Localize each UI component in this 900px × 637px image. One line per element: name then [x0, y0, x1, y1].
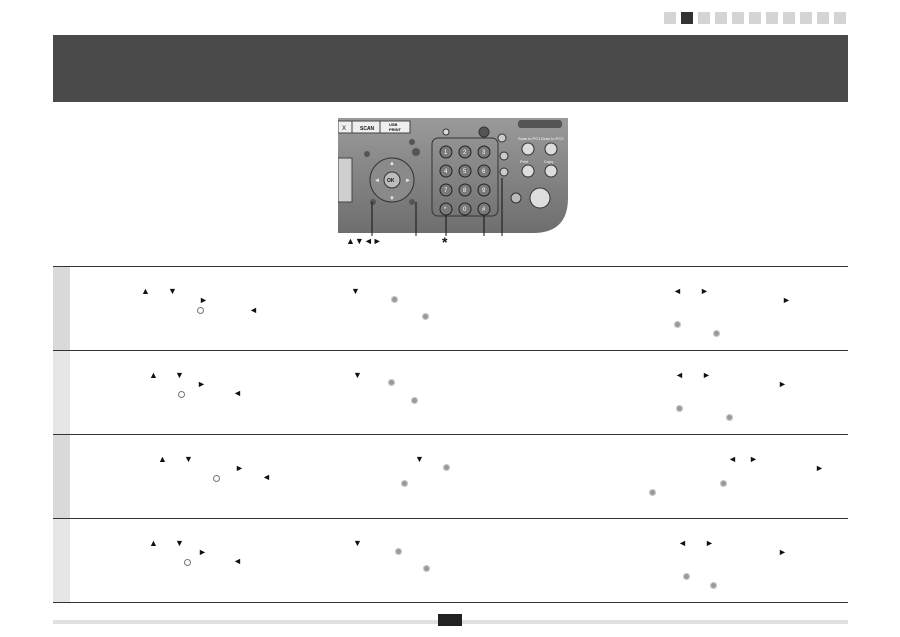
- top-slot: [518, 120, 562, 128]
- ok-circle-icon: [184, 559, 191, 566]
- settings-icon[interactable]: [498, 134, 506, 142]
- table-row: [53, 350, 848, 435]
- right-arrow-icon: ►: [199, 295, 208, 305]
- row-side-bar: [53, 351, 70, 435]
- page-tab: [817, 12, 829, 24]
- settings-icon: [726, 414, 733, 421]
- settings-icon: [649, 489, 656, 496]
- panel-callouts: [338, 236, 578, 256]
- copy-button[interactable]: [545, 165, 557, 177]
- left-arrow-icon: ◄: [728, 454, 737, 464]
- page-tab: [749, 12, 761, 24]
- keypad-key-label: 1: [444, 150, 448, 156]
- down-arrow-icon: ▼: [415, 454, 424, 464]
- settings-icon: [423, 565, 430, 572]
- dpad-left-icon: ◄: [374, 178, 380, 184]
- down-arrow-icon: ▼: [175, 370, 184, 380]
- keypad-key-label: 5: [463, 169, 467, 175]
- dpad-right-icon: ►: [405, 178, 411, 184]
- page-tab: [664, 12, 676, 24]
- ok-circle-icon: [178, 391, 185, 398]
- scan-pc1-button[interactable]: [522, 143, 534, 155]
- id-card-button[interactable]: [500, 152, 508, 160]
- settings-icon: [388, 379, 395, 386]
- right-arrow-icon: ►: [702, 370, 711, 380]
- ok-circle-icon: [213, 475, 220, 482]
- back-icon[interactable]: [364, 151, 370, 157]
- settings-icon: [676, 405, 683, 412]
- right-arrow-icon: ►: [778, 547, 787, 557]
- print-button[interactable]: [522, 165, 534, 177]
- home-icon[interactable]: [409, 139, 415, 145]
- settings-icon: [391, 296, 398, 303]
- down-arrow-icon: ▼: [351, 286, 360, 296]
- left-arrow-icon: ◄: [678, 538, 687, 548]
- keypad-key-label: *: [444, 207, 447, 213]
- settings-icon: [422, 313, 429, 320]
- table-row: [53, 266, 848, 351]
- up-arrow-icon: ▲: [149, 538, 158, 548]
- settings-icon: [395, 548, 402, 555]
- dpad-down-icon: ▼: [389, 196, 395, 202]
- left-arrow-icon: ◄: [249, 305, 258, 315]
- page-tab: [766, 12, 778, 24]
- copy-button-label: Copy: [544, 159, 554, 164]
- settings-icon: [713, 330, 720, 337]
- right-arrow-icon: ►: [197, 379, 206, 389]
- right-arrow-icon: ►: [700, 286, 709, 296]
- print-label: PRINT: [389, 127, 401, 132]
- right-arrow-icon: ►: [782, 295, 791, 305]
- lcd-screen: [338, 158, 352, 202]
- up-arrow-icon: ▲: [141, 286, 150, 296]
- scan-label: SCAN: [360, 126, 375, 132]
- right-arrow-icon: ►: [235, 463, 244, 473]
- page-tab: [732, 12, 744, 24]
- stop-button[interactable]: [479, 127, 489, 137]
- wifi-button[interactable]: [443, 129, 449, 135]
- print-button-label: Print: [520, 159, 529, 164]
- right-arrow-icon: ►: [749, 454, 758, 464]
- up-arrow-icon: ▲: [149, 370, 158, 380]
- keypad-key-label: 7: [444, 188, 448, 194]
- down-arrow-icon: ▼: [168, 286, 177, 296]
- dpad-up-icon: ▲: [389, 161, 395, 167]
- start-button[interactable]: [530, 188, 550, 208]
- callout-arrows: ▲▼◄►: [346, 236, 382, 246]
- keypad-key-label: 3: [482, 150, 486, 156]
- down-arrow-icon: ▼: [353, 538, 362, 548]
- page-tab: [800, 12, 812, 24]
- ok-circle-icon: [197, 307, 204, 314]
- up-arrow-icon: ▲: [158, 454, 167, 464]
- page-tab-active: [681, 12, 693, 24]
- table-bottom-rule: [53, 602, 848, 603]
- down-arrow-icon: ▼: [353, 370, 362, 380]
- page-tab: [698, 12, 710, 24]
- ok-label: OK: [387, 178, 395, 184]
- down-arrow-icon: ▼: [184, 454, 193, 464]
- left-arrow-icon: ◄: [233, 556, 242, 566]
- settings-icon: [683, 573, 690, 580]
- scan-pc2-label: Scan to PC2: [541, 136, 564, 141]
- table-row: [53, 434, 848, 519]
- row-side-bar: [53, 267, 70, 351]
- usb-label: USB: [389, 122, 398, 127]
- right-arrow-icon: ►: [778, 379, 787, 389]
- keypad-key-label: 6: [482, 169, 486, 175]
- dpad-clear-button[interactable]: [409, 199, 415, 205]
- left-arrow-icon: ◄: [262, 472, 271, 482]
- power-button[interactable]: [511, 193, 521, 203]
- keypad-key-label: 9: [482, 188, 486, 194]
- scan-pc1-label: Scan to PC1: [518, 136, 541, 141]
- keypad-key-label: 2: [463, 150, 467, 156]
- row-side-bar: [53, 435, 70, 519]
- dpad-back-button[interactable]: [370, 199, 376, 205]
- left-arrow-icon: ◄: [233, 388, 242, 398]
- settings-icon: [411, 397, 418, 404]
- table-row: [53, 518, 848, 603]
- settings-icon: [443, 464, 450, 471]
- keypad-key-label: 8: [463, 188, 467, 194]
- section-header-band: [53, 35, 848, 102]
- settings-icon: [720, 480, 727, 487]
- right-arrow-icon: ►: [815, 463, 824, 473]
- keypad-key-label: 0: [463, 207, 467, 213]
- page-tab: [715, 12, 727, 24]
- settings-icon: [674, 321, 681, 328]
- row-side-bar: [53, 519, 70, 603]
- scan-pc2-button[interactable]: [545, 143, 557, 155]
- footer-page-marker: [438, 614, 462, 626]
- down-arrow-icon: ▼: [175, 538, 184, 548]
- page-tab-strip: [664, 12, 846, 24]
- page-tab: [834, 12, 846, 24]
- callout-star: *: [442, 234, 448, 250]
- settings-icon: [710, 582, 717, 589]
- keypad-key-label: 4: [444, 169, 448, 175]
- left-arrow-icon: ◄: [675, 370, 684, 380]
- settings-icon: [401, 480, 408, 487]
- left-arrow-icon: ◄: [673, 286, 682, 296]
- right-arrow-icon: ►: [705, 538, 714, 548]
- keypad-key-label: #: [482, 207, 486, 213]
- menu-button[interactable]: [412, 148, 420, 156]
- control-panel-svg: [338, 118, 578, 238]
- clear-button[interactable]: [500, 168, 508, 176]
- right-arrow-icon: ►: [198, 547, 207, 557]
- page-tab: [783, 12, 795, 24]
- fax-label: X: [342, 126, 347, 132]
